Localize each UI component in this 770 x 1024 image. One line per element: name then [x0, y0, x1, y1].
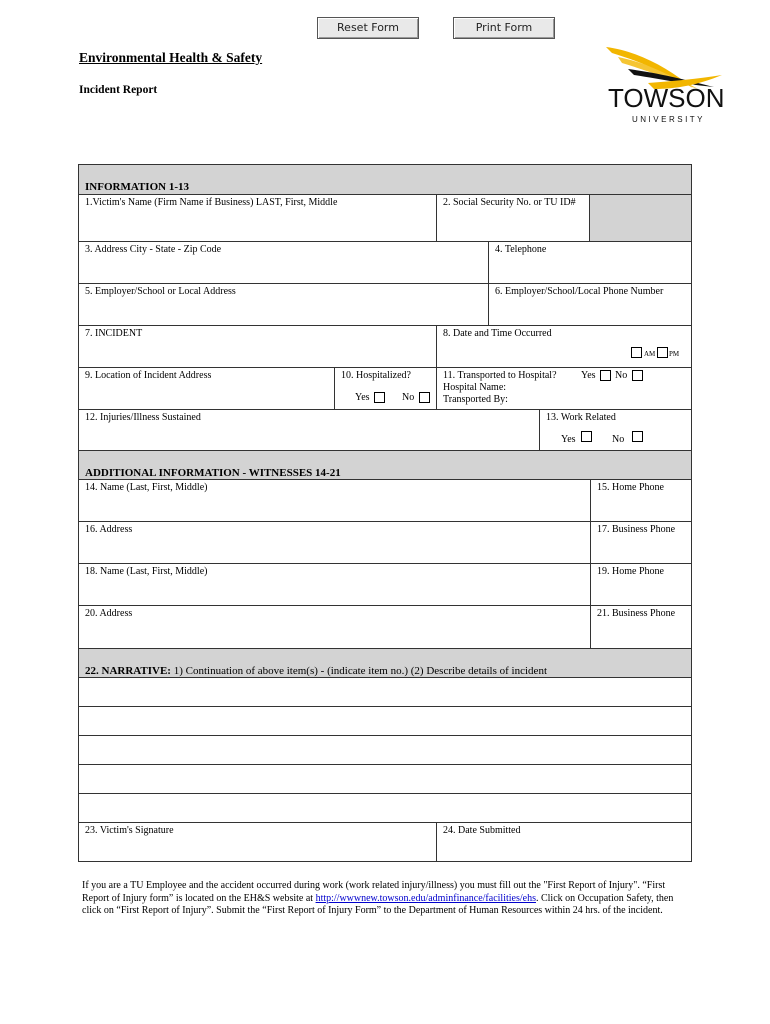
hospitalized-yes-label: Yes	[355, 392, 370, 403]
field-injuries[interactable]: 12. Injuries/Illness Sustained	[79, 410, 540, 451]
narrative-label: 22. NARRATIVE:	[85, 665, 171, 677]
field-witness1-name[interactable]: 14. Name (Last, First, Middle)	[79, 480, 591, 522]
transported-label: 11. Transported to Hospital?	[443, 370, 557, 381]
transported-no-checkbox[interactable]	[632, 370, 643, 381]
footer-instructions	[82, 880, 692, 918]
field-hospitalized: 10. Hospitalized?	[335, 368, 437, 410]
ehs-website-link[interactable]: http://wwwnew.towson.edu/adminfinance/facilities/ehs	[315, 892, 536, 904]
field-witness1-address[interactable]: 16. Address	[79, 522, 591, 564]
narrative-line[interactable]	[79, 736, 691, 765]
logo-sub: UNIVERSITY	[632, 115, 706, 124]
section-narrative	[79, 649, 691, 678]
am-label: AM	[644, 350, 656, 358]
transported-by-label: Transported By:	[443, 394, 508, 405]
section-witnesses: ADDITIONAL INFORMATION - WITNESSES 14-21	[79, 451, 691, 480]
field-victim-name[interactable]: 1.Victim's Name (Firm Name if Business) LAST, First, Middle	[79, 195, 437, 242]
field-telephone[interactable]: 4. Telephone	[489, 242, 691, 284]
towson-logo	[598, 43, 728, 133]
form-subtitle: Incident Report	[79, 84, 158, 96]
page-title: Environmental Health & Safety	[79, 50, 263, 65]
print-form-button[interactable]: Print Form	[453, 17, 555, 39]
field-location[interactable]: 9. Location of Incident Address	[79, 368, 335, 410]
narrative-line[interactable]	[79, 678, 691, 707]
field-ssn-tu-id[interactable]: 2. Social Security No. or TU ID#	[437, 195, 590, 242]
pm-checkbox[interactable]	[657, 347, 668, 358]
field-incident[interactable]: 7. INCIDENT	[79, 326, 437, 368]
am-checkbox[interactable]	[631, 347, 642, 358]
work-related-yes-checkbox[interactable]	[581, 431, 592, 442]
hospitalized-yes-checkbox[interactable]	[374, 392, 385, 403]
hospitalized-no-checkbox[interactable]	[419, 392, 430, 403]
transported-yes-label: Yes	[581, 370, 596, 381]
hospitalized-no-label: No	[402, 392, 415, 403]
narrative-line[interactable]	[79, 794, 691, 823]
field-victim-signature[interactable]: 23. Victim's Signature	[79, 823, 437, 861]
transported-no-label: No	[615, 370, 628, 381]
work-related-no-checkbox[interactable]	[632, 431, 643, 442]
field-date-submitted[interactable]: 24. Date Submitted	[443, 825, 521, 836]
field-witness2-address[interactable]: 20. Address	[79, 606, 591, 649]
narrative-instructions: 1) Continuation of above item(s) - (indicate item no.) (2) Describe details of incident	[170, 665, 547, 677]
field-work-related: 13. Work Related	[540, 410, 691, 451]
field-address-city-state-zip[interactable]: 3. Address City - State - Zip Code	[79, 242, 489, 284]
field-witness1-home-phone[interactable]: 15. Home Phone	[591, 480, 691, 522]
field-witness2-business-phone[interactable]: 21. Business Phone	[591, 606, 691, 649]
reset-form-button[interactable]: Reset Form	[317, 17, 419, 39]
transported-yes-checkbox[interactable]	[600, 370, 611, 381]
work-related-no-label: No	[612, 434, 625, 445]
field-witness1-business-phone[interactable]: 17. Business Phone	[591, 522, 691, 564]
narrative-line[interactable]	[79, 765, 691, 794]
work-related-yes-label: Yes	[561, 434, 576, 445]
gray-block	[590, 195, 691, 242]
hospital-name-label: Hospital Name:	[443, 382, 507, 393]
incident-form	[78, 164, 692, 862]
narrative-line[interactable]	[79, 707, 691, 736]
field-date-time[interactable]: 8. Date and Time Occurred	[437, 326, 691, 368]
section-information: INFORMATION 1-13	[79, 165, 691, 195]
footer-text-2: . Click on Occupation Safety, then click on “First Report of Injury”. Submit the “First Report of Injury Form” to the Department of Human Resources within 24 hrs. of the incident.	[82, 892, 674, 916]
pm-label: PM	[669, 350, 680, 358]
field-witness2-name[interactable]: 18. Name (Last, First, Middle)	[79, 564, 591, 606]
field-employer-phone[interactable]: 6. Employer/School/Local Phone Number	[489, 284, 691, 326]
footer-text-1: If you are a TU Employee and the accident occurred during work (work related injury/illness) you must fill out the "First Report of Injury". “First Report of Injury form” is located on the EH&S website at	[82, 880, 666, 904]
field-employer-address[interactable]: 5. Employer/School or Local Address	[79, 284, 489, 326]
field-transported[interactable]	[437, 368, 691, 410]
field-witness2-home-phone[interactable]: 19. Home Phone	[591, 564, 691, 606]
logo-name: TOWSON	[608, 83, 725, 113]
